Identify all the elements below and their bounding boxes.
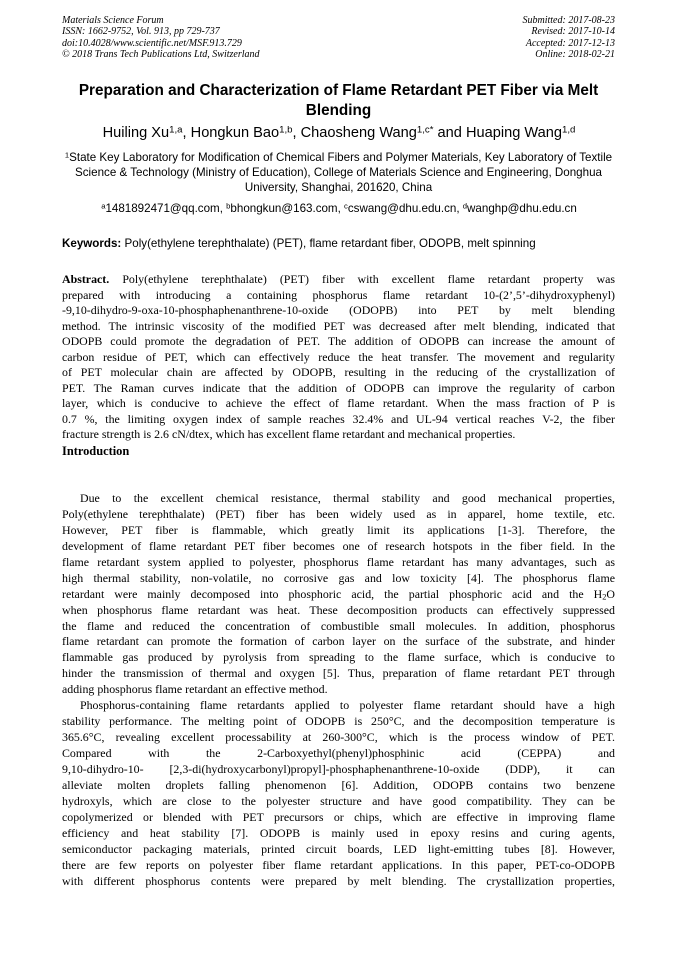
author-emails: $^a$1481892471@qq.com, $^b$bhongkun@163.com, $^c$cswang@dhu.edu.cn, $^d$wanghp@dhu.edu.cn [101, 201, 577, 215]
author-list: Huiling Xu$^{1,a}$, Hongkun Bao$^{1,b}$, Chaosheng Wang$^{1,c*}$ and Huaping Wang$^{1,d}$ [102, 124, 576, 141]
author-name: Chaosheng Wang [300, 125, 417, 141]
journal-doi: doi:10.4028/www.scientific.net/MSF.913.729 [62, 37, 242, 49]
journal-copyright: © 2018 Trans Tech Publications Ltd, Switzerland [62, 48, 260, 60]
publication-dates [523, 15, 616, 60]
date-accepted: Accepted: 2017-12-13 [525, 37, 615, 49]
affiliation-mark: 1 [64, 150, 70, 160]
email-address: cswang@dhu.edu.cn [347, 202, 457, 215]
email-address: bhongkun@163.com [230, 202, 338, 215]
author-name: Hongkun Bao [190, 125, 280, 141]
introduction-body: Due to the excellent chemical resistance, thermal stability and good mechanical properties, Poly(ethylene terephthalate) (PET) fiber has been widely used as in apparel, home textile, etc. However, PET fiber is flammable, which greatly limit its applications [1-3]. Therefore, the development of flame retardant PET fiber becomes one of research hotspots in the fiber field. In the flame retardant system applied to polyester, phosphorus flame retardant has many advantages, such as high thermal stability, non-volatile, no corrosive gas and low toxicity [4]. The phosphorus flame retardant were mainly decomposed into phosphoric acid, the partial phosphoric acid and the $H_2O$ when phosphorus flame retardant was heat. These decomposition products can effectively suppressed the flame and reduced the concentration of combustible small molecules. In addition, phosphorus flame retardant can promote the formation of carbon layer on the surface of the substrate, and hinder flammable gas produced by pyrolysis from spreading to the flame surface, which is conducive to hinder the transmission of thermal and oxygen [5]. Thus, preparation of flame retardant PET through adding phosphorus flame retardant an effective method. Phosphorus-containing flame retardants applied to polyester flame retardant should have a high stability performance. The melting point of ODOPB is 250°C, and the decomposition temperature is 365.6°C, revealing excellent processability at 260-300°C, which is the process window of PET. Compared with the 2-Carboxyethyl(phenyl)phosphinic acid (CEPPA) and 9,10-dihydro-10- [2,3-di(hydroxycarbonyl)propyl]-phosphaphenanthrene-10-oxide (DDP), it can alleviate molten droplets falling phenomenon [6]. Addition, ODOPB contains two benzene hydroxyls, which are close to the polyester structure and have good compatibility. They can be copolymerized or blended with PET precursors or chips, which are effective in improving flame efficiency and heat stability [7]. ODOPB is mainly used in epoxy resins and curing agents, semiconductor packaging materials, printed circuit boards, LED light-emitting tubes [8]. However, there are few reports on polyester fiber flame retardant applications. In this paper, PET-co-ODOPB with different phosphorus contents were prepared by melt blending. The crystallization properties, [62, 491, 615, 888]
author-affil-mark: 1,c* [416, 124, 434, 136]
journal-issn: ISSN: 1662-9752, Vol. 913, pp 729-737 [62, 26, 220, 38]
author-affil-mark: 1,d [561, 124, 576, 136]
email-address: 1481892471@qq.com [105, 202, 220, 215]
keywords-label: Keywords: [62, 237, 122, 250]
author-affil-mark: 1,a [169, 124, 183, 136]
author-name: Huiling Xu [102, 125, 170, 141]
abstract-label: Abstract. [62, 272, 110, 286]
email-address: wanghp@dhu.edu.cn [467, 202, 577, 215]
date-submitted: Submitted: 2017-08-23 [522, 15, 615, 26]
journal-info [62, 15, 260, 60]
affiliation-text: State Key Laboratory for Modification of Chemical Fibers and Polymer Materials, Key Laboratory of Textile Science & Technology (Ministry of Education), College of Materials Science and Engineering, Donghua University, Shanghai, 201620, China [69, 151, 613, 194]
keywords [62, 236, 622, 251]
keywords-text: Poly(ethylene terephthalate) (PET), flame retardant fiber, ODOPB, melt spinning [124, 237, 536, 250]
author-name: Huaping Wang [465, 125, 562, 141]
section-heading-introduction: Introduction [62, 444, 130, 458]
paper-title: Preparation and Characterization of Flame Retardant PET Fiber via Melt Blending [78, 82, 599, 119]
author-affil-mark: 1,b [279, 124, 293, 136]
abstract: Abstract. Poly(ethylene terephthalate) (PET) fiber with excellent flame retardant property was prepared with introducing a containing phosphorus flame retardant 10-(2’,5’-dihydroxyphenyl) -9,10-dihydro-9-oxa-10-phosphaphenanthrene-10-oxide (ODOPB) into PET by melt blending method. The intrinsic viscosity of the modified PET was decreased after melt blending, indicated that ODOPB could promote the degradation of PET. The addition of ODOPB can increase the amount of carbon residue of PET, which can effectively reduce the heat transfer. The movement and regularity of PET molecular chain are affected by ODOPB, resulting in the reducing of the crystallization of PET. The Raman curves indicate that the addition of ODOPB can improve the regularity of carbon layer, which is conducive to achieve the effect of flame retardant. When the mass fraction of P is 0.7 %, the limiting oxygen index of sample reaches 32.4% and UL-94 vertical reaches V-2, the fiber fracture strength is 2.6 cN/dtex, which has excellent flame retardant and mechanical properties. [62, 272, 615, 442]
date-revised: Revised: 2017-10-14 [531, 26, 615, 38]
date-online: Online: 2018-02-21 [535, 48, 615, 60]
journal-name: Materials Science Forum [62, 15, 164, 26]
affiliation [62, 150, 615, 195]
